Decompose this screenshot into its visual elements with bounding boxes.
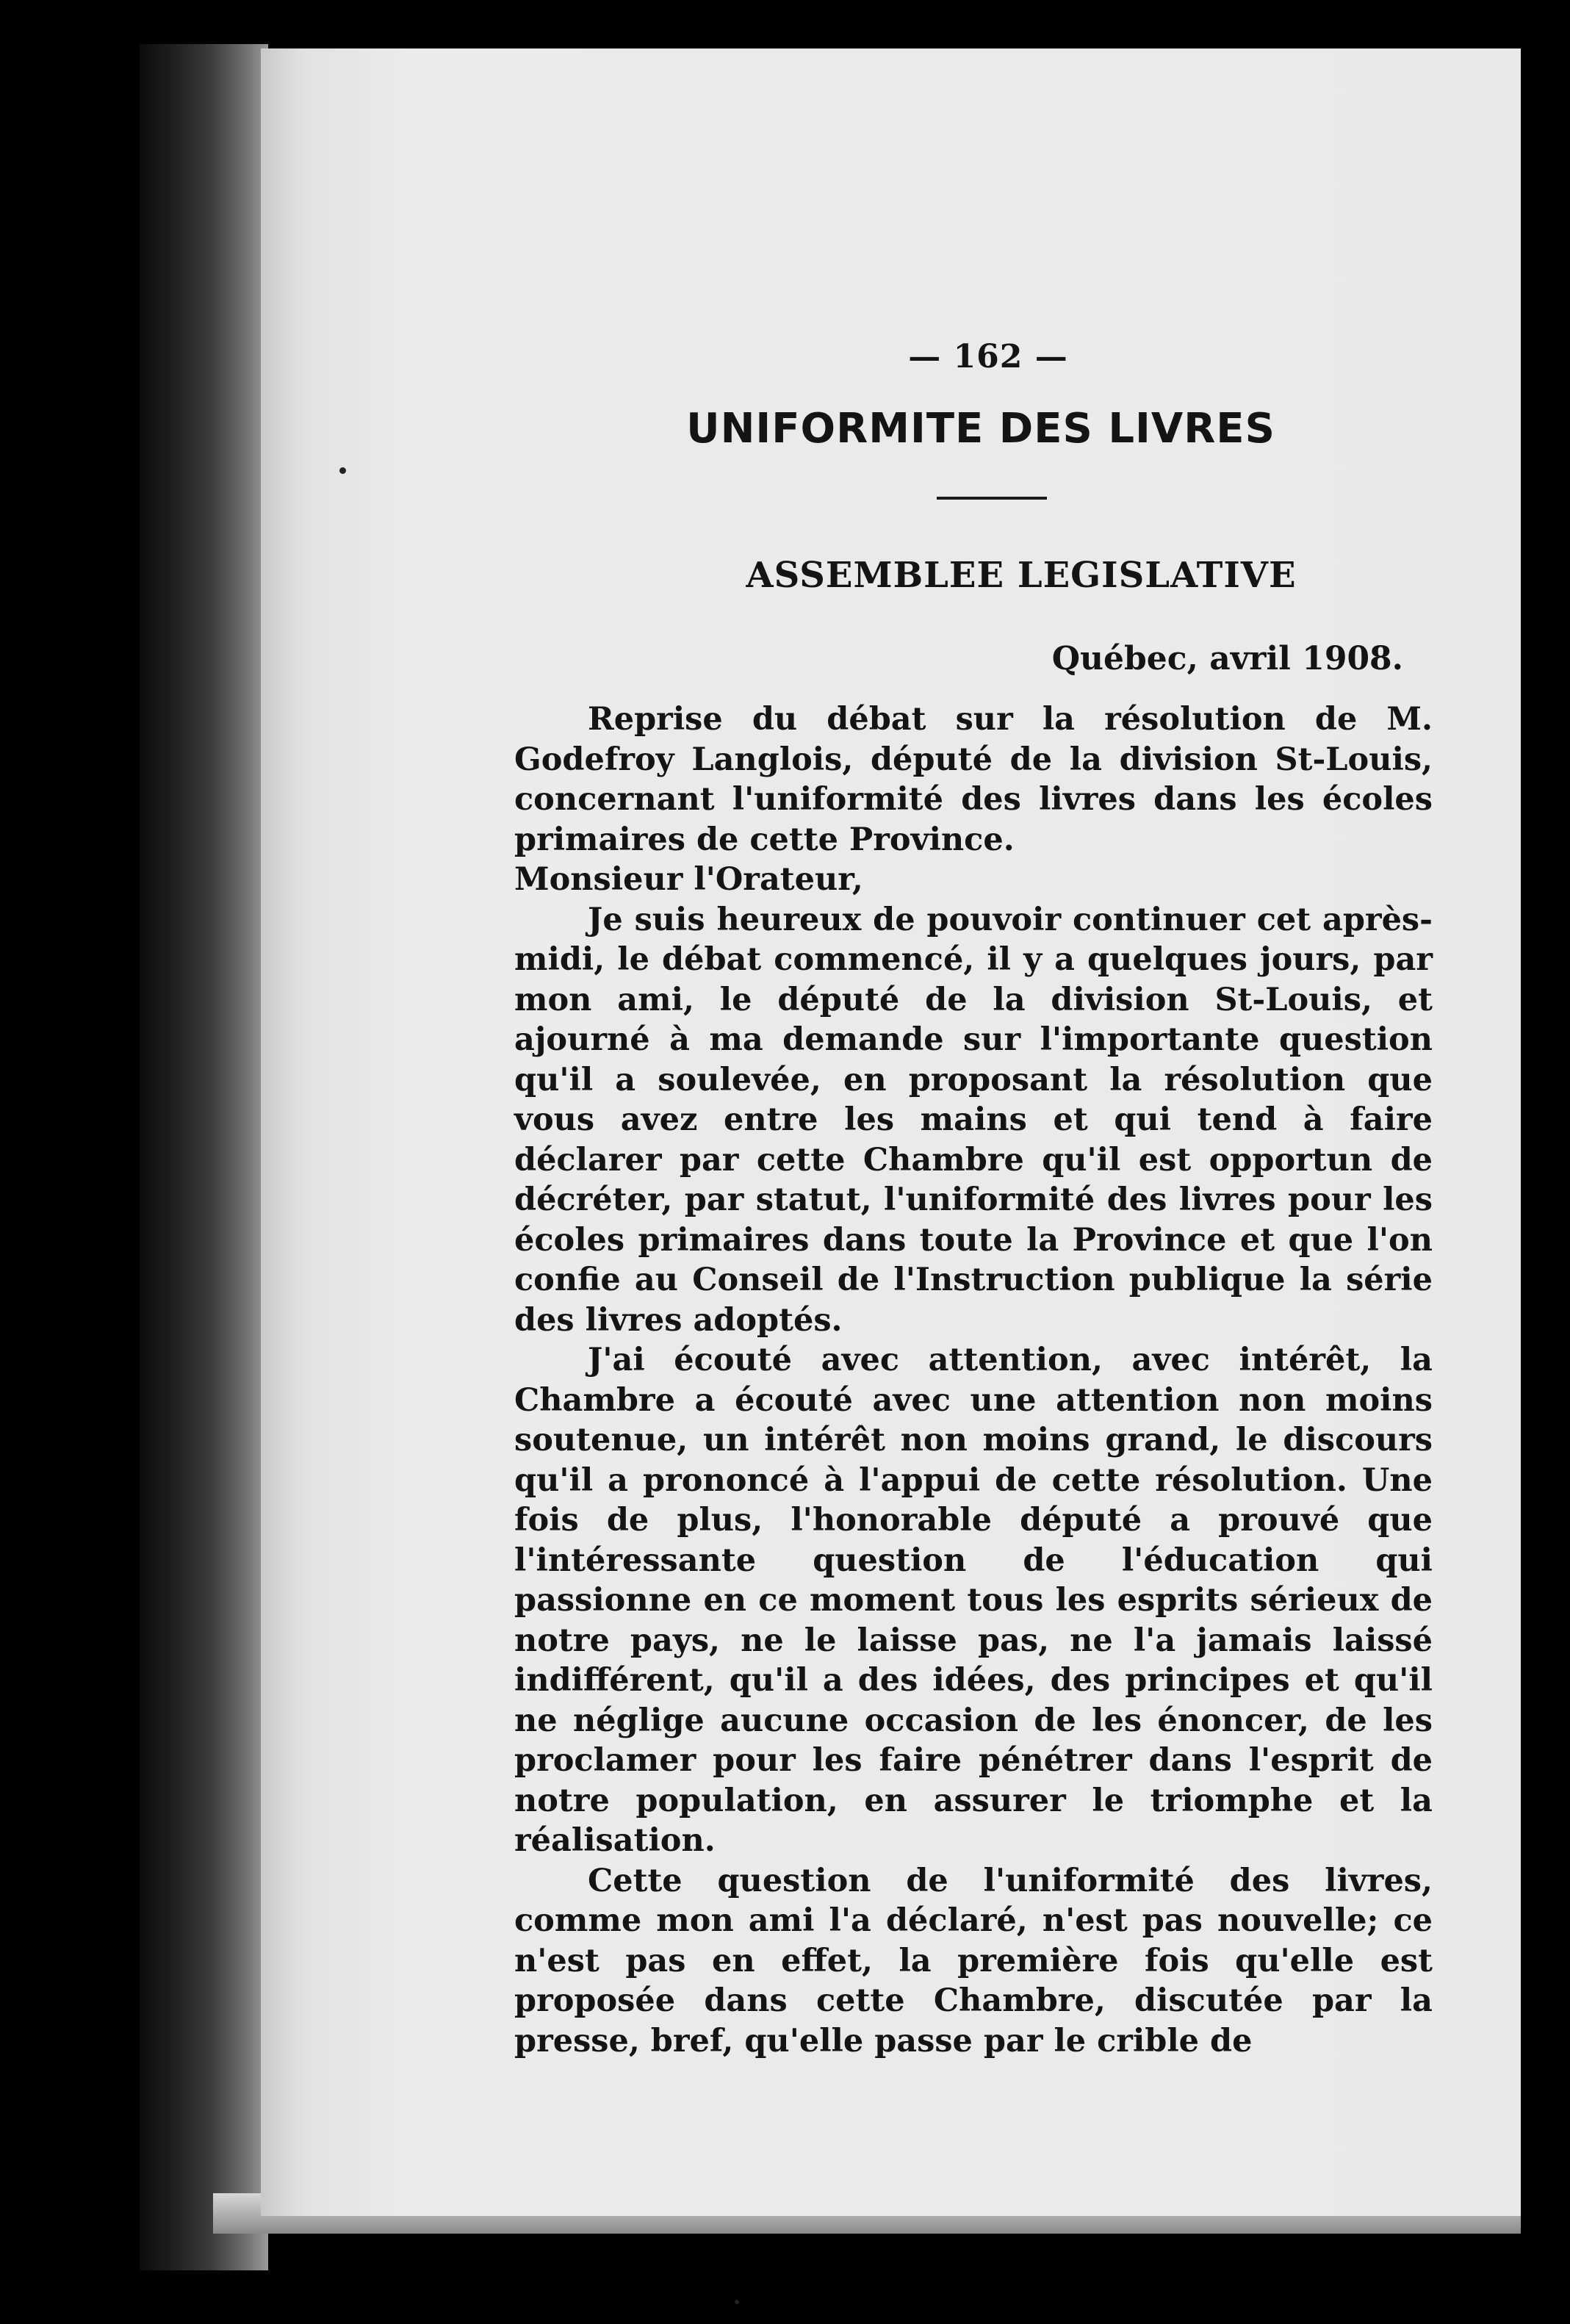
- paragraph-1: Je suis heureux de pouvoir continuer cet après-midi, le débat commencé, il y a quelques jours, par mon ami, le député de la division St-Louis, et ajourné à ma demande sur l'importante question qu'il a soulevée, en proposant la résolution que vous avez entre les mains et qui tend à faire déclarer par cette Chambre qu'il est opportun de décréter, par statut, l'uniformité des livres pour les écoles primaires dans toute la Province et que l'on confie au Conseil de l'Instruction publique la série des livres adoptés.: [514, 901, 1433, 1339]
- title-rule: [937, 497, 1047, 500]
- ink-speck: [339, 467, 346, 474]
- greeting: Monsieur l'Orateur,: [514, 861, 863, 898]
- ink-speck: [735, 2300, 739, 2304]
- page-number: — 162 —: [908, 338, 1068, 375]
- dateline: Québec, avril 1908.: [1051, 640, 1403, 677]
- paragraph-2: J'ai écouté avec attention, avec intérêt, la Chambre a écouté avec une attention non moins soutenue, un intérêt non moins grand, le discours qu'il a prononcé à l'appui de cette résolution. Une fois de plus, l'honorable député a prouvé que l'intéressante question de l'éducation qui passionne en ce moment tous les esprits sérieux de notre pays, ne le laisse pas, ne l'a jamais laissé indifférent, qu'il a des idées, des principes et qu'il ne néglige aucune occasion de les énoncer, de les proclamer pour les faire pénétrer dans l'esprit de notre population, en assurer le triomphe et la réalisation.: [514, 1342, 1433, 1859]
- book-spine: [140, 44, 268, 2270]
- paragraph-3: Cette question de l'uniformité des livres, comme mon ami l'a déclaré, n'est pas nouvelle; ce n'est pas en effet, la première fois qu'elle est proposée dans cette Chambre, discutée par la presse, bref, qu'elle passe par le crible de: [514, 1862, 1433, 2059]
- page-text: [514, 338, 1433, 2061]
- page-title: UNIFORMITE DES LIVRES: [686, 405, 1275, 453]
- section-title: ASSEMBLEE LEGISLATIVE: [746, 555, 1297, 596]
- intro-paragraph: Reprise du débat sur la résolution de M. Godefroy Langlois, député de la division St-Louis, concernant l'uniformité des livres dans les écoles primaires de cette Province.: [514, 701, 1433, 858]
